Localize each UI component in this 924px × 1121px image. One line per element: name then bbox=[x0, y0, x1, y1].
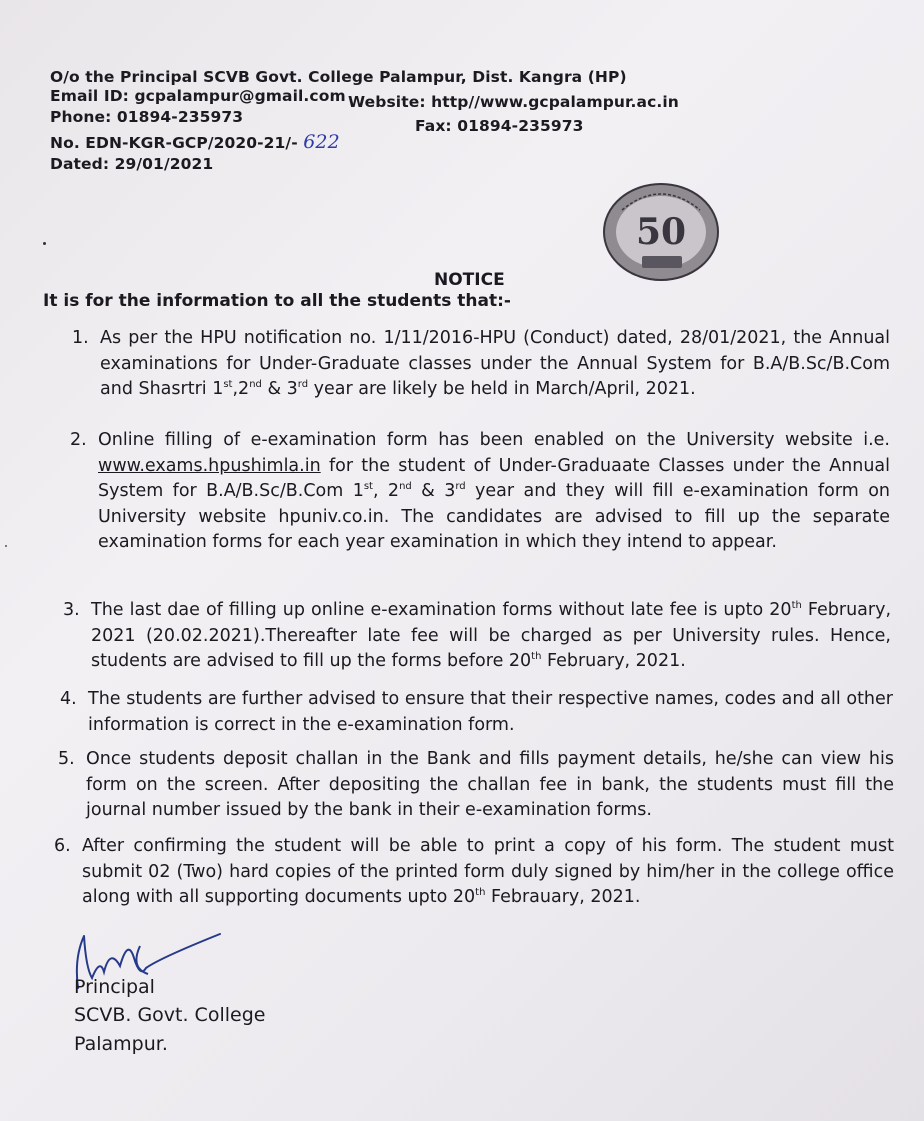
office-line: O/o the Principal SCVB Govt. College Palampur, Dist. Kangra (HP) bbox=[50, 68, 627, 86]
item-number: 5. bbox=[58, 749, 75, 769]
notice-item-6 bbox=[54, 834, 894, 911]
notice-intro: It is for the information to all the students that:- bbox=[43, 291, 511, 311]
item-number: 2. bbox=[70, 430, 87, 450]
signatory-place: Palampur. bbox=[74, 1033, 168, 1055]
item-number: 1. bbox=[72, 328, 89, 348]
handwritten-number: 622 bbox=[303, 131, 340, 153]
speck bbox=[43, 242, 46, 245]
item-number: 6. bbox=[54, 836, 71, 856]
notice-item-3 bbox=[63, 598, 892, 675]
dated-line: Dated: 29/01/2021 bbox=[50, 155, 214, 173]
exam-website-link[interactable]: www.exams.hpushimla.in bbox=[98, 455, 321, 476]
reference-number-text: No. EDN-KGR-GCP/2020-21/- bbox=[50, 134, 298, 152]
jubilee-seal-logo bbox=[602, 182, 720, 282]
phone-line: Phone: 01894-235973 bbox=[50, 108, 244, 126]
signatory-college: SCVB. Govt. College bbox=[74, 1004, 266, 1026]
notice-item-1 bbox=[72, 326, 890, 403]
signatory-title: Principal bbox=[74, 976, 155, 998]
notice-title: NOTICE bbox=[434, 270, 505, 290]
seal-number: 50 bbox=[635, 211, 687, 253]
item-text: After confirming the student will be able to print a copy of his form. The student must submit 02 (Two) hard copies of the printed form duly signed by him/her in the college office along with all supporting documents upto 20th Febrauary, 2021. bbox=[82, 836, 894, 907]
website-line: Website: http//www.gcpalampur.ac.in bbox=[348, 93, 679, 111]
reference-number bbox=[50, 131, 340, 154]
item-text: The students are further advised to ensure that their respective names, codes and all other information is correct in the e-examination form. bbox=[88, 689, 893, 735]
item-text: Once students deposit challan in the Bank and fills payment details, he/she can view his form on the screen. After depositing the challan fee in bank, the students must fill the journal number issued by the bank in their e-examination forms. bbox=[86, 749, 894, 820]
speck bbox=[5, 545, 7, 547]
email-line: Email ID: gcpalampur@gmail.com bbox=[50, 87, 346, 105]
item-number: 4. bbox=[60, 689, 77, 709]
notice-item-4 bbox=[60, 687, 893, 738]
item-text: Online filling of e-examination form has been enabled on the University website i.e. www.exams.hpushimla.in for the student of Under-Graduaate Classes under the Annual System for B.A/B.Sc/B.Com 1st, 2nd & 3rd year and they will fill e-examination form on University website hpuniv.co.in. The candidates are advised to fill up the separate examination forms for each year examination in which they intend to appear. bbox=[98, 430, 891, 552]
item-number: 3. bbox=[63, 600, 80, 620]
notice-item-5 bbox=[58, 747, 894, 824]
fax-line: Fax: 01894-235973 bbox=[415, 117, 584, 135]
item-text: The last dae of filling up online e-examination forms without late fee is upto 20th February, 2021 (20.02.2021).Thereafter late fee will be charged as per University rules. Hence, students are advised to fill up the forms before 20th February, 2021. bbox=[91, 600, 892, 671]
notice-item-2 bbox=[70, 428, 891, 556]
item-text: As per the HPU notification no. 1/11/2016-HPU (Conduct) dated, 28/01/2021, the Annual examinations for Under-Graduate classes under the Annual System for B.A/B.Sc/B.Com and Shasrtri 1st,2nd & 3rd year are likely be held in March/April, 2021. bbox=[100, 328, 890, 399]
